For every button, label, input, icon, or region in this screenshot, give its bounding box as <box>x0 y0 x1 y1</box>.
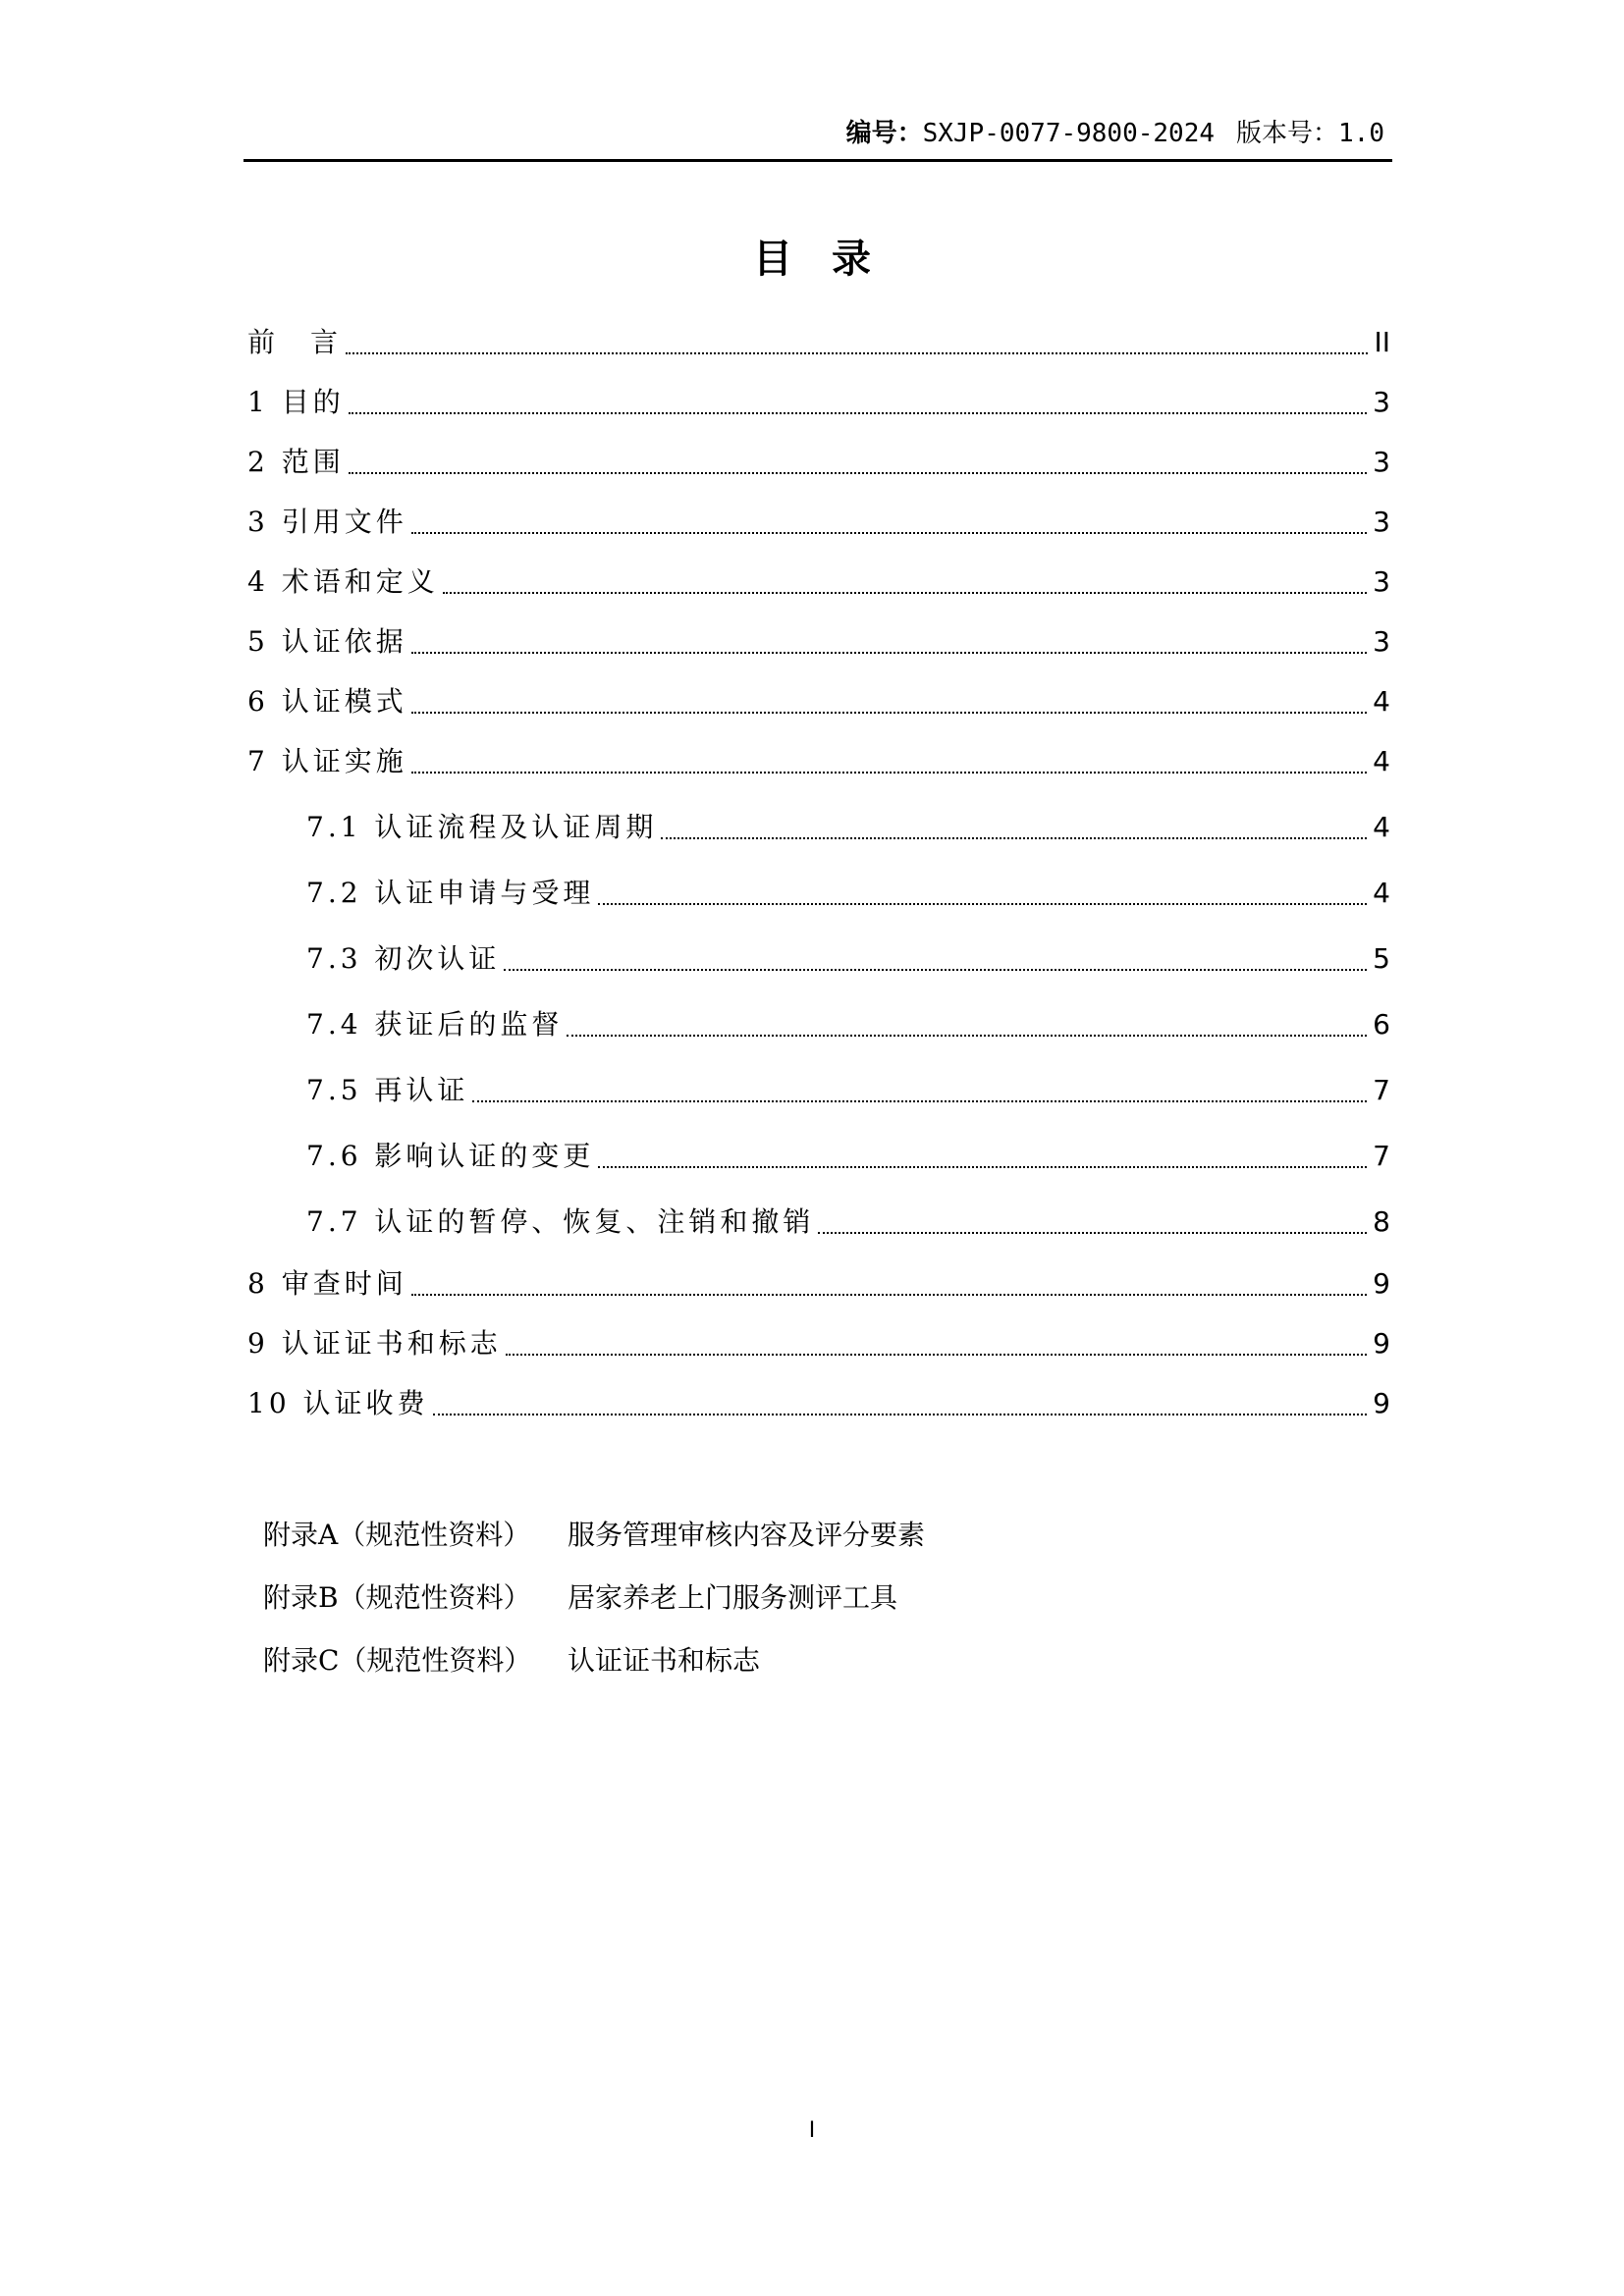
toc-leader-dots <box>349 412 1367 414</box>
toc-leader-dots <box>433 1414 1368 1415</box>
toc-leader-dots <box>411 772 1367 774</box>
appendix-title: 认证证书和标志 <box>568 1644 761 1677</box>
toc-leader-dots <box>818 1232 1367 1234</box>
toc-entry-7-4[interactable] <box>306 1003 1390 1046</box>
toc-entry-basis[interactable] <box>247 620 1390 664</box>
toc-entry-page: 3 <box>1373 565 1390 598</box>
toc-entry-7-7[interactable] <box>306 1201 1390 1244</box>
toc-entry-references[interactable] <box>247 501 1390 544</box>
toc-entry-label: 7.7 认证的暂停、恢复、注销和撤销 <box>306 1205 815 1238</box>
toc-leader-dots <box>443 592 1367 594</box>
toc-entry-page: 4 <box>1373 685 1390 718</box>
document-code <box>846 113 1384 149</box>
toc-entry-7-6[interactable] <box>306 1135 1390 1178</box>
toc-entry-label: 3 引用文件 <box>247 506 407 538</box>
toc-entry-label: 7 认证实施 <box>247 745 407 777</box>
toc-entry-fees[interactable] <box>247 1382 1390 1425</box>
appendix-label: 附录C（规范性资料） <box>263 1644 532 1677</box>
toc-entry-page: 9 <box>1373 1387 1390 1419</box>
toc-entry-label: 1 目的 <box>247 386 345 418</box>
version-value: 1.0 <box>1338 119 1384 148</box>
toc-entry-label: 7.2 认证申请与受理 <box>306 877 595 909</box>
toc-entry-label: 7.4 获证后的监督 <box>306 1008 564 1041</box>
page-header <box>244 116 1392 162</box>
toc-leader-dots <box>567 1035 1367 1037</box>
code-label: 编号： <box>845 119 923 148</box>
toc-entry-label: 4 术语和定义 <box>247 565 439 598</box>
toc-entry-terms[interactable] <box>247 561 1390 604</box>
page-number: I <box>808 2118 816 2143</box>
toc-entry-page: 5 <box>1373 942 1390 975</box>
toc-entry-7-1[interactable] <box>306 806 1390 849</box>
toc-entry-implementation[interactable] <box>247 740 1390 783</box>
appendix-b <box>263 1576 897 1616</box>
appendix-c <box>263 1639 760 1679</box>
toc-entry-page: 3 <box>1373 506 1390 538</box>
toc-entry-label: 7.5 再认证 <box>306 1074 469 1106</box>
toc-entry-page: 3 <box>1373 446 1390 478</box>
version-label: 版本号： <box>1236 119 1339 148</box>
toc-entry-page: 6 <box>1373 1008 1390 1041</box>
toc-entry-label: 前 言 <box>247 326 343 358</box>
toc-entry-page: 4 <box>1373 745 1390 777</box>
page-title: 目录 <box>753 237 910 282</box>
toc-entry-7-3[interactable] <box>306 937 1390 981</box>
toc-leader-dots <box>349 472 1367 474</box>
toc-entry-purpose[interactable] <box>247 381 1390 424</box>
code-value: SXJP-0077-9800-2024 <box>922 119 1216 148</box>
toc-entry-page: 7 <box>1373 1140 1390 1172</box>
toc-entry-mode[interactable] <box>247 680 1390 723</box>
toc-entry-page: 3 <box>1373 625 1390 658</box>
appendix-label: 附录A（规范性资料） <box>263 1519 531 1551</box>
toc-entry-page: 4 <box>1373 877 1390 909</box>
appendix-title: 服务管理审核内容及评分要素 <box>568 1519 926 1551</box>
toc-entry-7-5[interactable] <box>306 1069 1390 1112</box>
toc-entry-label: 2 范围 <box>247 446 345 478</box>
toc-leader-dots <box>598 903 1367 905</box>
toc-entry-scope[interactable] <box>247 441 1390 484</box>
toc-entry-7-2[interactable] <box>306 872 1390 915</box>
toc-entry-label: 9 认证证书和标志 <box>247 1327 502 1360</box>
toc-entry-page: 8 <box>1373 1205 1390 1238</box>
toc-leader-dots <box>598 1166 1367 1168</box>
toc-leader-dots <box>661 837 1367 839</box>
toc-entry-label: 7.3 初次认证 <box>306 942 501 975</box>
toc-entry-label: 10 认证收费 <box>247 1387 429 1419</box>
toc-entry-certificate[interactable] <box>247 1322 1390 1365</box>
toc-entry-page: 7 <box>1373 1074 1390 1106</box>
toc-leader-dots <box>346 352 1368 354</box>
toc-entry-label: 8 审查时间 <box>247 1267 407 1300</box>
appendix-title: 居家养老上门服务测评工具 <box>568 1581 898 1614</box>
toc-entry-page: 4 <box>1373 811 1390 843</box>
toc-entry-foreword[interactable] <box>247 321 1390 364</box>
toc-leader-dots <box>411 652 1367 654</box>
appendix-label: 附录B（规范性资料） <box>263 1581 531 1614</box>
toc-entry-page: 9 <box>1373 1327 1390 1360</box>
toc-entry-review-time[interactable] <box>247 1262 1390 1306</box>
appendix-a <box>263 1514 925 1553</box>
toc-entry-label: 6 认证模式 <box>247 685 407 718</box>
toc-leader-dots <box>506 1354 1367 1356</box>
toc-leader-dots <box>411 532 1367 534</box>
toc-leader-dots <box>411 712 1367 714</box>
toc-entry-label: 5 认证依据 <box>247 625 407 658</box>
toc-leader-dots <box>472 1100 1367 1102</box>
toc-leader-dots <box>504 969 1367 971</box>
toc-entry-label: 7.6 影响认证的变更 <box>306 1140 595 1172</box>
toc-entry-page: 9 <box>1373 1267 1390 1300</box>
toc-entry-page: 3 <box>1373 386 1390 418</box>
toc-entry-page: II <box>1374 326 1390 358</box>
toc-leader-dots <box>411 1294 1367 1296</box>
toc-entry-label: 7.1 认证流程及认证周期 <box>306 811 658 843</box>
